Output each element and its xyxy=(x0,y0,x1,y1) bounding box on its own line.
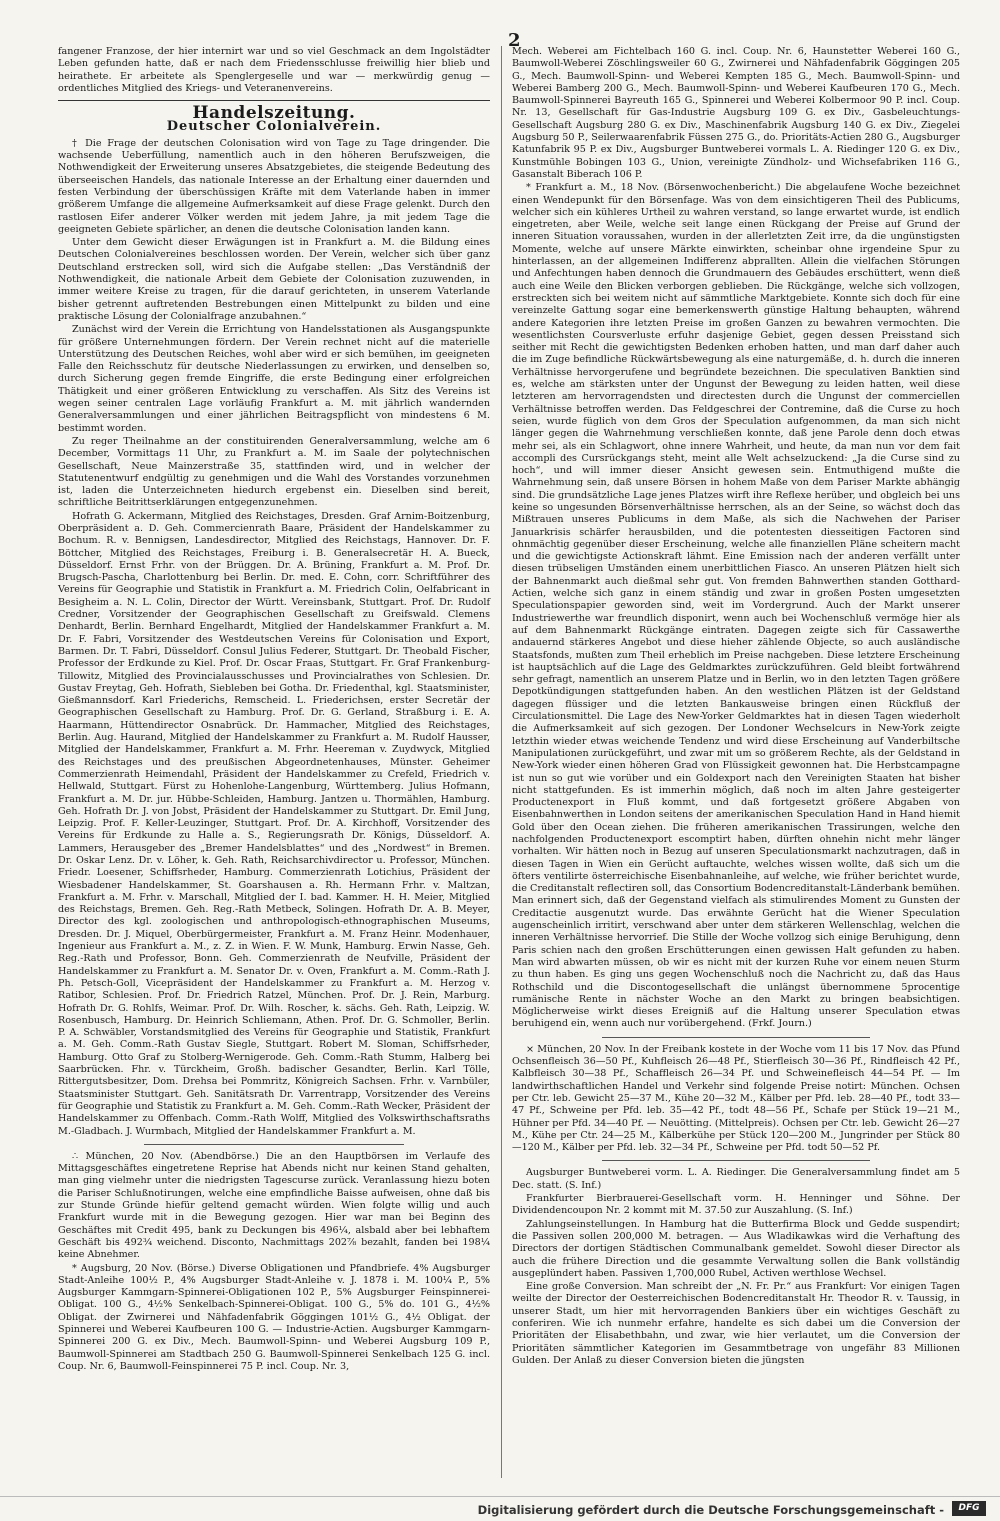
dfg-logo: DFG xyxy=(952,1501,986,1516)
muenchen-abendboerse-paragraph: ∴ München, 20 Nov. (Abendbörse.) Die an den Hauptbörsen im Verlaufe des Mittagsgeschäftes eingetretene Reprise hat Abends nicht nur keinen Stand gehalten, man ging vielmehr unter die niedrigsten Tagescurse zurück. Veranlassung hiezu boten die Pariser Schlußnotirungen, welche eine empfindliche Baisse aufweisen, ohne daß bis zur Stunde Gründe hiefür geltend gemacht würden. Wien folgte willig und auch Frankfurt wurde mit in die Bewegung gezogen. Hier war man bei Beginn des Geschäftes mit Credit 495, bank zu Deckungen bis 496¼, alsbald aber bei lebhaftem Geschäft bis 492¾ weichend. Disconto, Nachmittags 202⅞ bezahlt, fanden bei 198¼ keine Abnehmer. xyxy=(58,1150,490,1261)
article-paragraph: Unter dem Gewicht dieser Erwägungen ist in Frankfurt a. M. die Bildung eines Deutschen Colonialvereines beschlossen worden. Der Verein, welcher sich über ganz Deutschland erstrecken soll, wird sich die Aufgabe stellen: „Das Verständniß der Nothwendigkeit, die nationale Arbeit dem Gebiete der Colonisation zuzuwenden, in immer weitere Kreise zu tragen, für die darauf gerichteten, in unserem Vaterlande bisher getrennt auftretenden Bestrebungen einen Mittelpunkt zu bilden und eine praktische Lösung der Colonialfrage anzubahnen.“ xyxy=(58,237,490,322)
article-divider xyxy=(144,1144,403,1145)
left-column xyxy=(58,46,490,1374)
column-rule xyxy=(501,46,502,1478)
article-divider xyxy=(602,1160,871,1161)
signatories-paragraph: Hofrath G. Ackermann, Mitglied des Reichstages, Dresden. Graf Arnim-Boitzenburg, Oberpräsident a. D. Geh. Commercienrath Baare, Präsident der Handelskammer zu Bochum. R. v. Bennigsen, Landesdirector, Mitglied des Reichstags, Hannover. Dr. F. Böttcher, Mitglied des Reichstages, Freiburg i. B. Generalsecretär H. A. Bueck, Düsseldorf. Ernst Frhr. von der Brüggen. Dr. A. Brüning, Frankfurt a. M. Prof. Dr. Brugsch-Pascha, Charlottenburg bei Berlin. Dr. med. E. Cohn, corr. Schriftführer des Vereins für Geographie und Statistik in Frankfurt a. M. Friedrich Colin, Oelfabricant in Besigheim a. N. L. Colin, Director der Württ. Vereinsbank, Stuttgart. Prof. Dr. Rudolf Credner, Vorsitzender der Geographischen Gesellschaft zu Greifswald. Clemens Denhardt, Berlin. Bernhard Engelhardt, Mitglied der Handelskammer Frankfurt a. M. Dr. F. Fabri, Vorsitzender des Westdeutschen Vereins für Colonisation und Export, Barmen. Dr. T. Fabri, Düsseldorf. Consul Julius Federer, Stuttgart. Dr. Theobald Fischer, Professor der Erdkunde zu Kiel. Prof. Dr. Oscar Fraas, Stuttgart. Fr. Graf Frankenburg-Tillowitz, Mitglied des Provincialausschusses und Provincialrathes von Schlesien. Dr. Gustav Freytag, Geh. Hofrath, Siebleben bei Gotha. Dr. Friedenthal, kgl. Staatsminister, Gießmannsdorf. Karl Friederichs, Remscheid. L. Friederichsen, erster Secretär der Geographischen Gesellschaft zu Hamburg. Prof. Dr. G. Gerland, Straßburg i. E. A. Haarmann, Hüttendirector Osnabrück. Dr. Hammacher, Mitglied des Reichstages, Berlin. Aug. Haurand, Mitglied der Handelskammer zu Frankfurt a. M. Rudolf Hausser, Mitglied der Handelskammer, Frankfurt a. M. Frhr. Heereman v. Zuydwyck, Mitglied des Reichstages und des preußischen Abgeordnetenhauses, Münster. Geheimer Commerzienrath Heimendahl, Präsident der Handelskammer zu Crefeld, Friedrich v. Hellwald, Stuttgart. Fürst zu Hohenlohe-Langenburg, Württemberg. Julius Hofmann, Frankfurt a. M. Dr. jur. Hübbe-Schleiden, Hamburg. Jantzen u. Thormählen, Hamburg. Geh. Hofrath Dr. J. von Jobst, Präsident der Handelskammer zu Stuttgart. Dr. Emil Jung, Leipzig. Prof. F. Keller-Leuzinger, Stuttgart. Prof. Dr. A. Kirchhoff, Vorsitzender des Vereins für Erdkunde zu Halle a. S., Regierungsrath Dr. Königs, Düsseldorf. A. Lammers, Herausgeber des „Bremer Handelsblattes“ und des „Nordwest“ in Bremen. Dr. Oskar Lenz. Dr. v. Löher, k. Geh. Rath, Reichsarchivdirector u. Professor, München. Friedr. Loesener, Schiffsrheder, Hamburg. Commerzienrath Lotichius, Präsident der Wiesbadener Handelskammer, St. Goarshausen a. Rh. Hermann Frhr. v. Maltzan, Frankfurt a. M. Frhr. v. Marschall, Mitglied der I. bad. Kammer. H. H. Meier, Mitglied des Reichstags, Bremen. Geh. Reg.-Rath Metbeck, Solingen. Hofrath Dr. A. B. Meyer, Director des kgl. zoologischen und anthropologisch-ethnographischen Museums, Dresden. Dr. J. Miquel, Oberbürgermeister, Frankfurt a. M. Franz Heinr. Modenhauer, Ingenieur aus Frankfurt a. M., z. Z. in Wien. F. W. Munk, Hamburg. Erwin Nasse, Geh. Reg.-Rath und Professor, Bonn. Geh. Commerzienrath de Neufville, Präsident der Handelskammer zu Frankfurt a. M. Senator Dr. v. Oven, Frankfurt a. M. Comm.-Rath J. Ph. Petsch-Goll, Vicepräsident der Handelskammer zu Frankfurt a. M. Herzog v. Ratibor, Schlesien. Prof. Dr. Friedrich Ratzel, München. Prof. Dr. J. Rein, Marburg. Hofrath Dr. G. Rohlfs, Weimar. Prof. Dr. Wilh. Roscher, k. sächs. Geh. Rath, Leipzig. W. Rosenbusch, Hamburg. Dr. Heinrich Schliemann, Athen. Prof. Dr. G. Schmoller, Berlin. P. A. Schwäbler, Vorstandsmitglied des Vereins für Geographie und Statistik, Frankfurt a. M. Geh. Comm.-Rath Gustav Siegle, Stuttgart. Robert M. Sloman, Schiffsrheder, Hamburg. Otto Graf zu Stolberg-Wernigerode. Geh. Comm.-Rath Stumm, Halberg bei Saarbrücken. Fhr. v. Türckheim, Großh. badischer Gesandter, Berlin. Karl Tölle, Rittergutsbesitzer, Dom. Drehsa bei Pommritz, Königreich Sachsen. Frhr. v. Varnbüler, Staatsminister Stuttgart. Geh. Sanitätsrath Dr. Varrentrapp, Vorsitzender des Vereins für Geographie und Statistik zu Frankfurt a. M. Geh. Comm.-Rath Wecker, Präsident der Handelskammer zu Offenbach. Comm.-Rath Wolff, Mitglied des Volkswirthschaftsraths M.-Gladbach. J. Wurmbach, Mitglied der Handelskammer Frankfurt a. M. xyxy=(58,510,490,1137)
augsburg-boerse-paragraph: * Augsburg, 20 Nov. (Börse.) Diverse Obligationen und Pfandbriefe. 4% Augsburger Stadt-Anleihe 100½ P., 4% Augsburger Stadt-Anleihe v. J. 1878 i. M. 100¼ P., 5% Augsburger Kammgarn-Spinnerei-Obligationen 102 P., 5% Augsburger Feinspinnerei-Obligat. 100 G., 4½% Senkelbach-Spinnerei-Obligat. 100 G., 5% do. 101 G., 4½% Obligat. der Zwirnerei und Nähfadenfabrik Göggingen 101½ G., 4½ Obligat. der Spinnerei und Weberei Kaufbeuren 100 G. — Industrie-Actien. Augsburger Kammgarn-Spinnerei 200 G. ex Div., Mech. Baumwoll-Spinn- und Weberei Augsburg 109 P., Baumwoll-Spinnerei am Stadtbach 250 G. Baumwoll-Spinnerei Senkelbach 125 G. incl. Coup. Nr. 6, Baumwoll-Feinspinnerei 75 P. incl. Coup. Nr. 3, xyxy=(58,1262,490,1372)
notice-paragraph: Augsburger Buntweberei vorm. L. A. Riedinger. Die Generalversammlung findet am 5 Dec. statt. (S. Inf.) xyxy=(512,1167,960,1191)
page-number: 2 xyxy=(508,30,521,51)
frankfurt-wochenbericht-paragraph: * Frankfurt a. M., 18 Nov. (Börsenwochenbericht.) Die abgelaufene Woche bezeichnet einen Wendepunkt für den Börsenfage. Was von dem einsichtigeren Theil des Publicums, welcher sich ein kühleres Urtheil zu wahren verstand, so lange erwartet wurde, ist endlich eingetreten, aber Weile, welche seit lange einen Rückgang der Preise auf Grund der inneren Situation voraussahen, wurden in der allerletzten Zeit irre, da die ungünstigsten Momente, welche auf unsere Märkte einwirkten, scheinbar ohne irgendeine Spur zu hinterlassen, an der allgemeinen Indifferenz abprallten. Allein die vielfachen Störungen und Anfechtungen haben dennoch die Grundmauern des Gebäudes erschüttert, wenn dieß auch eine Weile den Blicken verborgen geblieben. Die Rückgänge, welche sich vollzogen, erstreckten sich bei weitem nicht auf sämmtliche Marktgebiete. Konnte sich doch für eine vereinzelte Gattung sogar eine bemerkenswerth günstige Haltung behaupten, während andere Kategorien ihre letzten Preise im großen Ganzen zu bewahren vermochten. Die wesentlichsten Coursverluste erfuhr dasjenige Gebiet, gegen dessen Preisstand sich seither mit Recht die gewichtigsten Bedenken erhoben hatten, und man darf daher auch die im Zuge befindliche Rückwärtsbewegung als eine naturgemäße, d. h. durch die inneren Verhältnisse hervorgerufene und begründete bezeichnen. Die speculativen Banktien sind es, welche am stärksten unter der Ungunst der Bewegung zu leiden hatten, weil diese letzteren am hervorragendsten und directesten durch die Ungunst der commerciellen Verhältnisse betroffen werden. Das Feldgeschrei der Contremine, daß die Curse zu hoch seien, wurde füglich von dem Gros der Speculation aufgenommen, da man sich nicht länger gegen die Wahrnehmung verschließen konnte, daß jene Parole denn doch etwas mehr sei, als ein Schlagwort, ohne innere Wahrheit, und heute, da man nun vor dem fait accompli des Cursrückgangs steht, meint alle Welt achselzuckend: „Ja die Curse sind zu hoch“, und will immer dieser Ansicht gewesen sein. Entmuthigend mußte die Wahrnehmung sein, daß unsere Börsen in hohem Maße von dem Pariser Markte abhängig sind. Die grundsätzliche Lage jenes Platzes wirft ihre Reflexe herüber, und obgleich bei uns keine so ungesunden Börsenverhältnisse herrschen, als an der Seine, so wächst doch das Mißtrauen unseres Publicums in dem Maße, als sich die Nachwehen der Pariser Januarkrisis schärfer herausbilden, und die potentesten diesseitigen Factoren sind ohnmächtig gegenüber dieser Erscheinung, welche alle finanziellen Pläne scheitern macht und die gewichtigste Actionskraft lähmt. Eine Emission nach der anderen verfällt unter diesen trübseligen Umständen einem unerbittlichen Fiasco. An unseren Plätzen hielt sich der Bahnenmarkt auch dießmal sehr gut. Von fremden Bahnwerthen standen Gotthard-Actien, welche sich ganz in einem ständig und zwar in großen Posten umgesetzten Speculationspapier geworden sind, weit im Vordergrund. Auch der Markt unserer Industriewerthe war freundlich disponirt, wenn auch bei Wochenschluß vermöge hier als auf dem Bahnenmarkt Rückgänge eintraten. Dagegen zeigte sich für Cassawerthe andauernd stärkeres Angebot und diese hieher zählende Objecte, so auch ausländische Staatsfonds, mußten zum Theil erheblich im Preise nachgeben. Diese letztere Erscheinung ist hauptsächlich auf die Lage des Geldmarktes zurückzuführen. Geld bleibt fortwährend sehr gefragt, namentlich an unserem Platze und in Berlin, wo in den letzten Tagen größere Depotkündigungen stattgefunden haben. An den westlichen Plätzen ist der Geldstand dagegen flüssiger und die letzten Bankausweise bringen einen Rückfluß der Circulationsmittel. Die Lage des New-Yorker Geldmarktes hat in diesen Tagen wiederholt die Aufmerksamkeit auf sich gezogen. Der Londoner Wechselcurs in New-York zeigte letzthin wieder etwas weichende Tendenz und wird diese Erscheinung auf Vanderbiltsche Manipulationen zurückgeführt, und zwar mit um so größerem Rechte, als der Geldstand in New-York wieder einen höheren Grad von Flüssigkeit gewonnen hat. Die Herbstcampagne ist nun so gut wie vorüber und ein Goldexport nach den Vereinigten Staaten hat bisher nicht stattgefunden. Es ist immerhin möglich, daß noch im alten Jahre gesteigerter Productenexport in Fluß kommt, und daß fortgesetzt größere Abgaben von Eisenbahnwerthen in London seitens der amerikanischen Speculation Hand in Hand hiemit Gold über den Ocean ziehen. Die früheren amerikanischen Trassirungen, welche den nachfolgenden Productenexport escomptirt haben, dürften ohnehin nicht mehr länger vorhalten. Wir hätten noch in Bezug auf unseren Speculationsmarkt nachzutragen, daß in diesen Tagen in Wien ein Gerücht auftauchte, welches wissen wollte, daß sich um die öfters ventilirte österreichische Eisenbahnanleihe, auf welche, wie früher berichtet wurde, die Creditanstalt reflectiren soll, das Consortium Bodencreditanstalt-Länderbank bemühen. Man erinnert sich, daß der Gegenstand vielfach als stimulirendes Moment zu Gunsten der Creditactie ausgenutzt wurde. Das erwähnte Gerücht hat die Wiener Speculation augenscheinlich irritirt, verschwand aber unter dem stärkeren Wellenschlag, welchen die inneren Verhältnisse hervorrief. Die Stille der Woche vollzog sich einige Beruhigung, denn Paris schien nach den großen Erschütterungen einen gewissen Halt gefunden zu haben. Man wird abwarten müssen, ob wir es nicht mit der kurzen Ruhe vor einem neuen Sturm zu thun haben. Es ging uns gegen Wochenschluß noch die Nachricht zu, daß das Haus Rothschild und die Discontogesellschaft die unlängst übernommene 5procentige rumänische Rente in nächster Woche an den Markt zu bringen beabsichtigen. Möglicherweise wirkt dieses Ereigniß auf die Haltung unserer Speculation etwas beruhigend ein, wenn auch nur vorübergehend. (Frkf. Journ.) xyxy=(512,182,960,1030)
intro-paragraph: fangener Franzose, der hier internirt war und so viel Geschmack an dem Ingolstädter Leben gefunden hatte, daß er nach dem Friedensschlusse freiwillig hier blieb und heirathete. Er arbeitete als Spenglergeselle und war — merkwürdig genug — ordentliches Mitglied des Kriegs- und Veteranenvereins. xyxy=(58,46,490,94)
notice-paragraph: Zahlungseinstellungen. In Hamburg hat die Butterfirma Block und Gedde suspendirt; die Passiven sollen 200,000 M. betragen. — Aus Wladikawkas wird die Verhaftung des Directors der dortigen Städtischen Communalbank gemeldet. Sowohl dieser Director als auch die frühere Direction und die gesammte Verwaltung sollen die Bank vollständig ausgeplündert haben. Passiven 1,700,000 Rubel, Activen werthlose Wechsel. xyxy=(512,1218,960,1279)
section-divider xyxy=(58,100,490,101)
article-title: Deutscher Colonialverein. xyxy=(166,119,382,135)
footer-credit: Digitalisierung gefördert durch die Deutsche Forschungsgemeinschaft - xyxy=(477,1503,944,1517)
article-paragraph: † Die Frage der deutschen Colonisation wird von Tage zu Tage dringender. Die wachsende Ueberfüllung, namentlich auch in den höheren Berufszweigen, die Nothwendigkeit der Erweiterung unseres Absatzgebietes, die steigende Bedeutung des überseeischen Handels, das nationale Interesse an der Erhaltung einer dauernden und festen Verbindung der überschüssigen Kräfte mit dem Vaterlande haben in immer größerem Umfange die allgemeine Aufmerksamkeit auf diese Frage gelenkt. Durch den rastlosen Eifer anderer Völker werden mit jedem Jahre, ja mit jedem Tage die geeigneten Gebiete spärlicher, an denen die deutsche Colonisation landen kann. xyxy=(58,137,490,235)
section-title: Handelszeitung. xyxy=(192,103,356,124)
article-paragraph: Zunächst wird der Verein die Errichtung von Handelsstationen als Ausgangspunkte für größere Unternehmungen fördern. Der Verein rechnet nicht auf die materielle Unterstützung des Deutschen Reiches, wohl aber wird er sich bemühen, im geeigneten Falle den Reichsschutz für deutsche Niederlassungen zu erwirken, und denselben so, durch Sicherung gegen fremde Eingriffe, die erste Bedingung einer erfolgreichen Thätigkeit und einer größeren Entwicklung zu verschaffen. Als Sitz des Vereins ist wegen seiner centralen Lage vorläufig Frankfurt a. M. mit jährlich wandernden Generalversammlungen und einer jährlichen Beitragspflicht von mindestens 6 M. bestimmt worden. xyxy=(58,324,490,434)
notice-paragraph: Eine große Conversion. Man schreibt der „N. Fr. Pr.“ aus Frankfurt: Vor einigen Tagen weilte der Director der Oesterreichischen Bodencreditanstalt Hr. Theodor R. v. Taussig, in unserer Stadt, um hier mit hervorragenden Bankiers über ein wichtiges Geschäft zu conferiren. Wie ich nunmehr erfahre, handelte es sich dabei um die Conversion der Prioritäten der Elisabethbahn, und zwar, wie hier verlautet, um die Conversion der Prioritäten sämmtlicher Kategorien im Gesammtbetrage von ungefähr 83 Millionen Gulden. Der Anlaß zu dieser Conversion bieten die jüngsten xyxy=(512,1281,960,1366)
augsburg-continued-paragraph: Mech. Weberei am Fichtelbach 160 G. incl. Coup. Nr. 6, Haunstetter Weberei 160 G., Baumwoll-Weberei Zöschlingsweiler 60 G., Zwirnerei und Nähfadenfabrik Göggingen 205 G., Mech. Baumwoll-Spinn- und Weberei Kempten 185 G., Mech. Baumwoll-Spinn- und Weberei Bamberg 200 G., Mech. Baumwoll-Spinn- und Weberei Kaufbeuren 170 G., Mech. Baumwoll-Spinnerei Bayreuth 165 G., Spinnerei und Weberei Kolbermoor 90 P. incl. Coup. Nr. 13, Gesellschaft für Gas-Industrie Augsburg 109 G. ex Div., Gasbeleuchtungs-Gesellschaft Augsburg 280 G. ex Div., Maschinenfabrik Augsburg 140 G. ex Div., Ziegelei Augsburg 50 P., Seilerwaarenfabrik Füssen 275 G., do. Prioritäts-Actien 280 G., Augsburger Katunfabrik 95 P. ex Div., Augsburger Buntweberei vormals L. A. Riedinger 120 G. ex Div., Kunstmühle Bobingen 103 G., Union, vereinigte Zündholz- und Wichsefabriken 116 G., Gasanstalt Biberach 106 P. xyxy=(512,46,960,180)
article-divider xyxy=(602,1037,871,1038)
notice-paragraph: Frankfurter Bierbrauerei-Gesellschaft vorm. H. Henninger und Söhne. Der Dividendencoupon Nr. 2 kommt mit M. 37.50 zur Auszahlung. (S. Inf.) xyxy=(512,1193,960,1217)
right-column xyxy=(512,46,960,1368)
digitization-footer xyxy=(0,1496,1000,1519)
article-paragraph: Zu reger Theilnahme an der constituirenden Generalversammlung, welche am 6 December, Vormittags 11 Uhr, zu Frankfurt a. M. im Saale der polytechnischen Gesellschaft, Neue Mainzerstraße 35, stattfinden wird, und in welcher der Statutenentwurf endgültig zu genehmigen und die Wahl des Vorstandes vorzunehmen ist, laden die Unterzeichneten hiedurch ergebenst ein. Dieselben sind bereit, schriftliche Beitrittserklärungen entgegenzunehmen. xyxy=(58,435,490,509)
muenchen-freibank-paragraph: × München, 20 Nov. In der Freibank kostete in der Woche vom 11 bis 17 Nov. das Pfund Ochsenfleisch 36—50 Pf., Kuhfleisch 26—48 Pf., Stierfleisch 30—36 Pf., Rindfleisch 42 Pf., Kalbfleisch 30—38 Pf., Schaffleisch 26—34 Pf. und Schweinefleisch 44—54 Pf. — Im landwirthschaftlichen Handel und Verkehr sind folgende Preise notirt: München. Ochsen per Ctr. leb. Gewicht 25—37 M., Kühe 20—32 M., Kälber per Pfd. leb. 28—40 Pf., todt 33—47 Pf., Schweine per Pfd. leb. 35—42 Pf., todt 48—56 Pf., Schafe per Stück 19—21 M., Hühner per Pfd. 34—40 Pf. — Neuötting. (Mittelpreis). Ochsen per Ctr. leb. Gewicht 26—27 M., Kühe per Ctr. 24—25 M., Kälberkühe per Stück 120—200 M., Jungrinder per Stück 80—120 M., Kälber per Pfd. leb. 32—34 Pf., Schweine per Pfd. todt 50—52 Pf. xyxy=(512,1043,960,1154)
